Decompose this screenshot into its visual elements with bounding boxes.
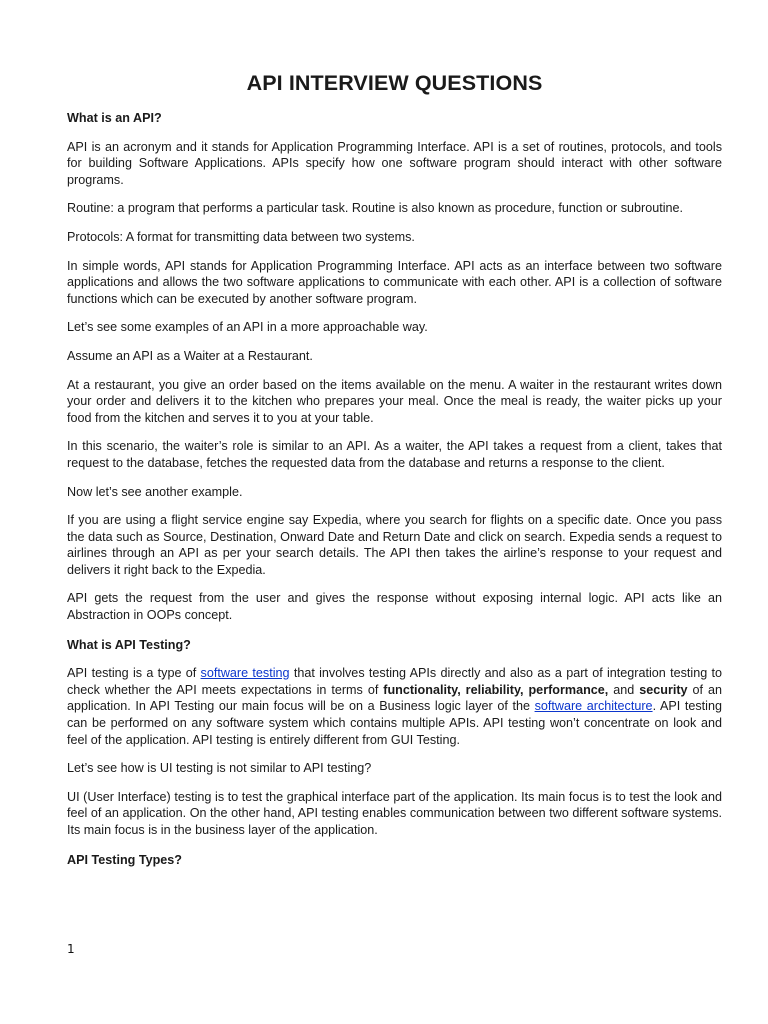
paragraph-api-testing-definition <box>67 665 722 748</box>
paragraph-abstraction: API gets the request from the user and gives the response without exposing internal logic. API acts like an Abstraction in OOPs concept. <box>67 591 722 623</box>
software-architecture-link[interactable]: software architecture <box>534 699 653 714</box>
page-number: 1 <box>67 942 75 956</box>
text-segment: that involves testing APIs directly and also as a part of integration testing to check whether the API meets expectations in terms of <box>67 666 722 697</box>
text-segment: and <box>608 682 640 697</box>
text-segment: API testing is a type of <box>67 666 201 681</box>
paragraph-another-example: Now let’s see another example. <box>67 484 243 499</box>
heading-api-testing-types: API Testing Types? <box>67 852 182 867</box>
paragraph-ui-vs-api: Let’s see how is UI testing is not similar to API testing? <box>67 761 372 776</box>
paragraph-waiter-role: In this scenario, the waiter’s role is similar to an API. As a waiter, the API takes a request from a client, takes that request to the database, fetches the requested data from the database and returns a response to the client. <box>67 439 722 470</box>
paragraph-ui-testing: UI (User Interface) testing is to test the graphical interface part of the application. Its main focus is to test the look and feel of an application. On the other hand, API testing enables communication between two different software systems. Its main focus is in the business layer of the application. <box>67 789 722 837</box>
paragraph-examples-intro: Let’s see some examples of an API in a more approachable way. <box>67 320 428 335</box>
heading-what-is-api-testing: What is API Testing? <box>67 637 191 652</box>
paragraph-waiter-analogy: Assume an API as a Waiter at a Restaurant. <box>67 348 313 363</box>
heading-what-is-api: What is an API? <box>67 111 162 125</box>
text-segment: . API testing can be performed on any software system which contains multiple APIs. API testing won’t concentrate on look and feel of the application. API testing is entirely different from GUI Testing. <box>67 699 722 747</box>
paragraph-simple-words: In simple words, API stands for Application Programming Interface. API acts as an interface between two software applications and allows the two software applications to communicate with each other. API is a collection of software functions which can be executed by another software program. <box>67 258 722 306</box>
paragraph-api-definition: API is an acronym and it stands for Application Programming Interface. API is a set of routines, protocols, and tools for building Software Applications. APIs specify how one software program should interact with other software programs. <box>67 139 722 187</box>
paragraph-routine: Routine: a program that performs a particular task. Routine is also known as procedure, function or subroutine. <box>67 201 684 216</box>
paragraph-protocols: Protocols: A format for transmitting data between two systems. <box>67 229 415 244</box>
document-page <box>67 0 722 868</box>
page-title: API INTERVIEW QUESTIONS <box>246 71 543 95</box>
text-segment: of an application. In API Testing our main focus will be on a Business logic layer of the <box>67 682 722 714</box>
bold-security: security <box>639 682 688 697</box>
paragraph-restaurant: At a restaurant, you give an order based on the items available on the menu. A waiter in the restaurant writes down your order and delivers it to the kitchen who prepares your meal. Once the meal is ready, the waiter picks up your food from the kitchen and serves it to you at your table. <box>67 377 722 425</box>
software-testing-link[interactable]: software testing <box>200 666 290 681</box>
paragraph-expedia: If you are using a flight service engine say Expedia, where you search for flights on a specific date. Once you pass the data such as Source, Destination, Onward Date and Return Date and click on search. Expedia sends a request to airlines through an API as per your search details. The API then takes the airline’s response to your request and delivers it right back to the Expedia. <box>67 513 722 577</box>
bold-qualities: functionality, reliability, performance, <box>383 682 609 697</box>
